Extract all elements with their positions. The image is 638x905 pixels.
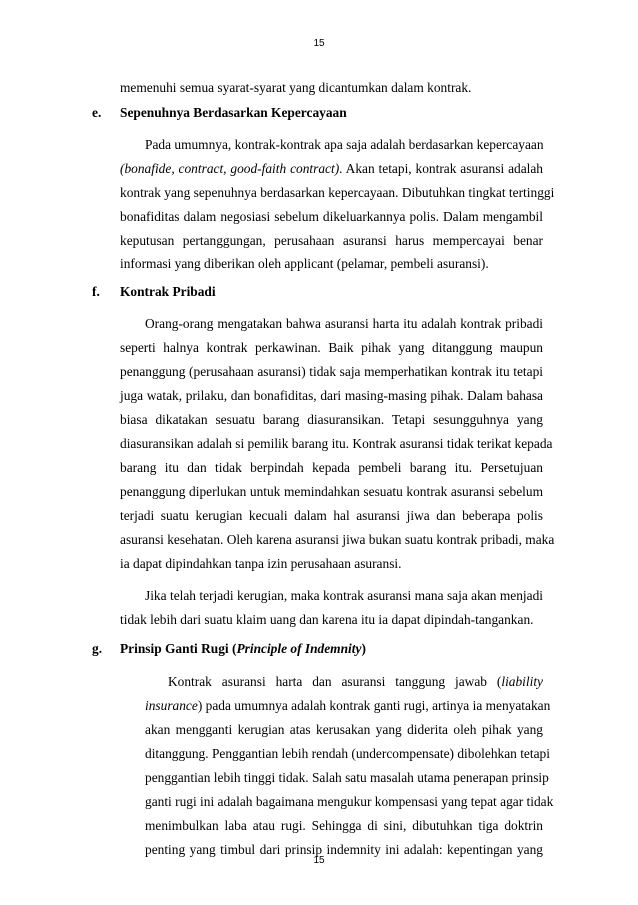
section-e-marker: e. xyxy=(92,105,102,120)
page-number-top: 15 xyxy=(313,38,325,49)
section-e-line-1: Pada umumnya, kontrak-kontrak apa saja adalah berdasarkan kepercayaan xyxy=(145,137,544,152)
section-g-line-7: menimbulkan laba atau rugi. Sehingga di sini, dibutuhkan tiga doktrin xyxy=(145,818,543,833)
section-f-p1-line-7: barang itu dan tidak berpindah kepada pembeli barang itu. Persetujuan xyxy=(120,460,543,475)
section-g-title-text: Prinsip Ganti Rugi ( xyxy=(120,641,237,656)
section-g-line-6: ganti rugi ini adalah bagaimana mengukur kompensasi yang tepat agar tidak xyxy=(145,794,554,809)
section-g-title-italic: Principle of Indemnity xyxy=(236,641,362,656)
section-g-title xyxy=(120,640,366,657)
section-g-line-5: penggantian lebih tinggi tidak. Salah satu masalah utama penerapan prinsip xyxy=(145,770,549,785)
section-e-line-5: keputusan pertanggungan, perusahaan asuransi harus mempercayai benar xyxy=(120,233,543,248)
section-g-line-1-italic: liability xyxy=(501,674,543,689)
section-f-p1-line-5: biasa dikatakan sesuatu barang diasuransikan. Tetapi sesungguhnya yang xyxy=(120,412,543,427)
section-g-title-close: ) xyxy=(361,641,366,656)
section-f-p1-line-6: diasuransikan adalah si pemilik barang itu. Kontrak asuransi tidak terikat kepada xyxy=(120,436,553,451)
section-g-marker: g. xyxy=(92,641,103,656)
section-f-marker: f. xyxy=(92,284,100,299)
section-f-p1-line-10: asuransi kesehatan. Oleh karena asuransi jiwa bukan suatu kontrak pribadi, maka xyxy=(120,532,555,547)
intro-line: memenuhi semua syarat-syarat yang dicantumkan dalam kontrak. xyxy=(120,80,472,95)
section-g-line-2-text: ) pada umumnya adalah kontrak ganti rugi, artinya ia menyatakan xyxy=(197,698,551,713)
section-f-p1-line-11: ia dapat dipindahkan tanpa izin perusahaan asuransi. xyxy=(120,556,402,571)
section-e-italic-phrase: (bonafide, contract, good-faith contract) xyxy=(120,161,340,176)
section-f-p2-line-2: tidak lebih dari suatu klaim uang dan karena itu ia dapat dipindah-tangankan. xyxy=(120,612,534,627)
section-f-p1-line-1: Orang-orang mengatakan bahwa asuransi harta itu adalah kontrak pribadi xyxy=(145,316,543,331)
section-e-line-2-text: . Akan tetapi, kontrak asuransi adalah xyxy=(339,161,544,176)
page-number-bottom: 15 xyxy=(313,855,325,866)
section-f-p1-line-3: penanggung (perusahaan asuransi) tidak saja memperhatikan kontrak itu tetapi xyxy=(120,364,543,379)
section-f-p1-line-9: terjadi suatu kerugian kecuali dalam hal asuransi jiwa dan beberapa polis xyxy=(120,508,543,523)
section-f-title: Kontrak Pribadi xyxy=(120,284,216,299)
section-g-line-2-italic: insurance xyxy=(145,698,198,713)
section-f-p1-line-8: penanggung diperlukan untuk memindahkan sesuatu kontrak asuransi sebelum xyxy=(120,484,543,499)
section-e-line-6: informasi yang diberikan oleh applicant (pelamar, pembeli asuransi). xyxy=(120,256,489,271)
section-g-line-1-text: Kontrak asuransi harta dan asuransi tanggung jawab ( xyxy=(168,674,502,689)
section-f-p1-line-4: juga watak, prilaku, dan bonafiditas, dari masing-masing pihak. Dalam bahasa xyxy=(120,388,543,403)
section-e-line-2 xyxy=(120,160,543,177)
section-g-line-2 xyxy=(145,697,551,714)
section-e-line-3: kontrak yang sepenuhnya berdasarkan kepercayaan. Dibutuhkan tingkat tertinggi xyxy=(120,185,555,200)
section-f-p2-line-1: Jika telah terjadi kerugian, maka kontrak asuransi mana saja akan menjadi xyxy=(145,588,543,603)
section-e-line-4: bonafiditas dalam negosiasi sebelum dikeluarkannya polis. Dalam mengambil xyxy=(120,209,543,224)
section-e-title: Sepenuhnya Berdasarkan Kepercayaan xyxy=(120,105,347,120)
section-f-p1-line-2: seperti halnya kontrak perkawinan. Baik pihak yang ditanggung maupun xyxy=(120,340,543,355)
section-g-line-8: penting yang timbul dari prinsip indemnity ini adalah: kepentingan yang xyxy=(145,842,543,857)
section-g-line-4: ditanggung. Penggantian lebih rendah (undercompensate) dibolehkan tetapi xyxy=(145,746,550,761)
section-g-line-3: akan mengganti kerugian atas kerusakan yang diderita oleh pihak yang xyxy=(145,722,543,737)
section-g-line-1 xyxy=(168,673,543,690)
